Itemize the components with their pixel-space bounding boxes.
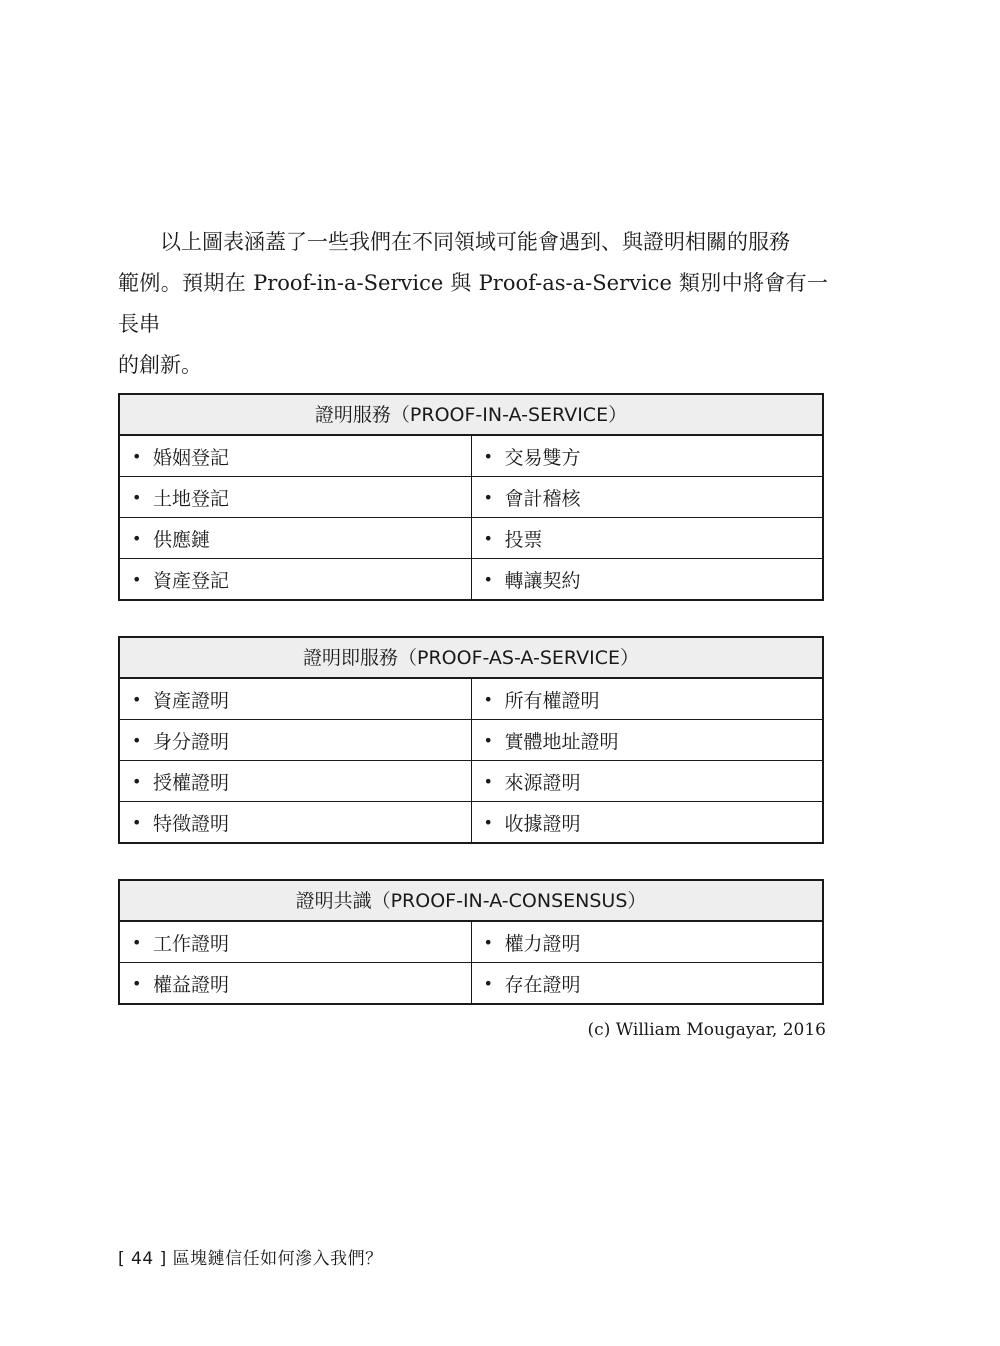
bullet-icon: •: [483, 932, 493, 952]
cell-text: 實體地址證明: [504, 730, 619, 753]
cell-text: 資產證明: [153, 689, 230, 712]
bullet-icon: •: [483, 689, 493, 709]
bullet-icon: •: [483, 812, 493, 832]
table-cell: [471, 761, 823, 801]
bullet-icon: •: [132, 932, 142, 952]
table-header: 證明服務（PROOF-IN-A-SERVICE）: [120, 395, 822, 435]
cell-text: 授權證明: [153, 771, 230, 794]
table-row: [120, 517, 822, 558]
bullet-icon: •: [483, 973, 493, 993]
bullet-icon: •: [483, 569, 493, 589]
cell-text: 投票: [504, 528, 543, 551]
cell-text: 交易雙方: [504, 446, 581, 469]
table-cell: [120, 963, 471, 1003]
cell-text: 土地登記: [153, 487, 230, 510]
bullet-icon: •: [483, 730, 493, 750]
cell-text: 身分證明: [153, 730, 230, 753]
table-cell: [120, 922, 471, 962]
table-cell: [471, 963, 823, 1003]
cell-text: 來源證明: [504, 771, 581, 794]
table-cell: [120, 679, 471, 719]
cell-text: 工作證明: [153, 932, 230, 955]
table-row: [120, 962, 822, 1003]
bullet-icon: •: [132, 528, 142, 548]
body-paragraph: [118, 222, 828, 386]
proof-as-a-service-table: [118, 636, 824, 844]
table-row: [120, 921, 822, 962]
table-cell: [120, 761, 471, 801]
table-header: 證明即服務（PROOF-AS-A-SERVICE）: [120, 638, 822, 678]
cell-text: 權力證明: [504, 932, 581, 955]
paragraph-line-2: 範例。預期在 Proof-in-a-Service 與 Proof-as-a-Service 類別中將會有一長串: [118, 271, 828, 336]
table-cell: [120, 720, 471, 760]
cell-text: 存在證明: [504, 973, 581, 996]
table-row: [120, 558, 822, 599]
cell-text: 特徵證明: [153, 812, 230, 835]
bullet-icon: •: [132, 973, 142, 993]
table-cell: [120, 559, 471, 599]
table-row: [120, 476, 822, 517]
bullet-icon: •: [132, 730, 142, 750]
book-title: 區塊鏈信任如何滲入我們？: [172, 1249, 383, 1269]
bullet-icon: •: [132, 446, 142, 466]
bullet-icon: •: [483, 446, 493, 466]
table-row: [120, 678, 822, 719]
table-cell: [471, 518, 823, 558]
cell-text: 會計稽核: [504, 487, 581, 510]
table-cell: [471, 559, 823, 599]
table-cell: [471, 436, 823, 476]
page-number: [ 44 ]: [118, 1249, 167, 1269]
cell-text: 權益證明: [153, 973, 230, 996]
table-cell: [471, 922, 823, 962]
proof-in-a-consensus-table: [118, 879, 824, 1005]
bullet-icon: •: [132, 569, 142, 589]
cell-text: 所有權證明: [504, 689, 600, 712]
bullet-icon: •: [483, 771, 493, 791]
table-cell: [120, 436, 471, 476]
table-cell: [471, 679, 823, 719]
cell-text: 供應鏈: [153, 528, 211, 551]
paragraph-line-3: 的創新。: [118, 353, 202, 377]
paragraph-line-1: 以上圖表涵蓋了一些我們在不同領域可能會遇到、與證明相關的服務: [160, 230, 790, 254]
bullet-icon: •: [483, 487, 493, 507]
page-footer: [118, 1244, 383, 1269]
cell-text: 資產登記: [153, 569, 230, 592]
table-row: [120, 801, 822, 842]
table-row: [120, 435, 822, 476]
table-cell: [120, 477, 471, 517]
cell-text: 轉讓契約: [504, 569, 581, 592]
cell-text: 婚姻登記: [153, 446, 230, 469]
proof-in-a-service-table: [118, 393, 824, 601]
table-cell: [471, 720, 823, 760]
table-header: 證明共識（PROOF-IN-A-CONSENSUS）: [120, 881, 822, 921]
bullet-icon: •: [132, 812, 142, 832]
bullet-icon: •: [132, 689, 142, 709]
table-row: [120, 719, 822, 760]
table-cell: [471, 477, 823, 517]
table-row: [120, 760, 822, 801]
bullet-icon: •: [483, 528, 493, 548]
bullet-icon: •: [132, 487, 142, 507]
bullet-icon: •: [132, 771, 142, 791]
table-cell: [120, 518, 471, 558]
table-cell: [471, 802, 823, 842]
table-cell: [120, 802, 471, 842]
cell-text: 收據證明: [504, 812, 581, 835]
copyright-credit: (c) William Mougayar, 2016: [587, 1020, 826, 1040]
